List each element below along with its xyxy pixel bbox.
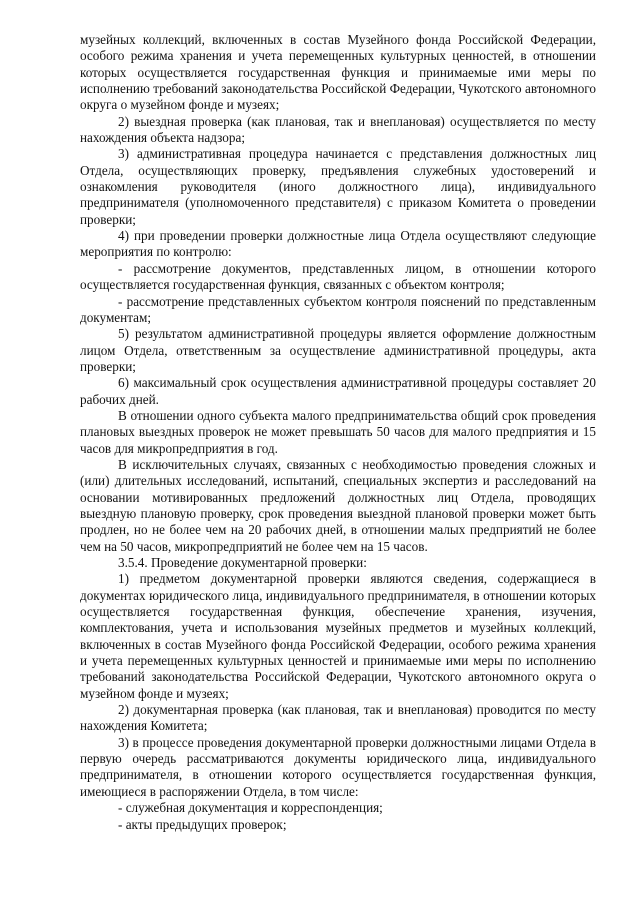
paragraph-bullet-explanations-review: - рассмотрение представленных субъектом контроля пояснений по представленным документам; [80,293,596,325]
paragraph-item-5-result: 5) результатом административной процедуры является оформление должностным лицом Отдела, ответственным за осуществление административной процедуры, акта проверки; [80,326,596,374]
paragraph-continuation: музейных коллекций, включенных в состав Музейного фонда Российской Федерации, особого режима хранения и учета перемещенных культурных ценностей, в отношении которых осуществляется государственная функция и принимаемые ими меры по исполнению требований законодательства Российской Федерации, Чукотского автономного округа о музейном фонде и музеях; [80,32,596,113]
paragraph-small-business-limit: В отношении одного субъекта малого предпринимательства общий срок проведения плановых выездных проверок не может превышать 50 часов для малого предприятия и 15 часов для микропредприятия в год. [80,407,596,456]
paragraph-bullet-document-review: - рассмотрение документов, представленных лицом, в отношении которого осуществляется государственная функция, связанных с объектом контроля; [80,260,596,293]
paragraph-documentary-item-1-subject: 1) предметом документарной проверки являются сведения, содержащиеся в документах юридического лица, индивидуального предпринимателя, в отношении которых осуществляется государственная функция, обеспечение хранения, изучения, комплектования, учета и использования музейных предметов и музейных коллекций, включенных в состав Музейного фонда Российской Федерации, особого режима хранения и учета перемещенных культурных ценностей и принимаемые ими меры по исполнению требований законодательства Российской Федерации, Чукотского автономного округа о музейном фонде и музеях; [80,571,596,701]
paragraph-item-2-field-inspection-location: 2) выездная проверка (как плановая, так и внеплановая) осуществляется по месту нахождения объекта надзора; [80,113,596,146]
paragraph-item-6-max-duration: 6) максимальный срок осуществления административной процедуры составляет 20 рабочих дней. [80,375,596,407]
paragraph-documentary-item-2-location: 2) документарная проверка (как плановая, так и внеплановая) проводится по месту нахождения Комитета; [80,702,596,734]
paragraph-documentary-item-3-process: 3) в процессе проведения документарной проверки должностными лицами Отдела в первую очередь рассматриваются документы юридического лица, индивидуального предпринимателя, в отношении которого осуществляется государственная функция, имеющиеся в распоряжении Отдела, в том числе: [80,734,596,799]
section-heading-3-5-4: 3.5.4. Проведение документарной проверки: [118,555,367,570]
paragraph-bullet-correspondence: - служебная документация и корреспонденция; [118,800,383,816]
paragraph-item-3-procedure-start: 3) административная процедура начинается с представления должностных лиц Отдела, осуществляющих проверку, предъявления служебных удостоверений и ознакомления руководителя (иного должностного лица), индивидуального предпринимателя (уполномоченного представителя) с приказом Комитета о проведении проверки; [80,146,596,227]
document-page [80,32,596,833]
paragraph-item-4-control-measures: 4) при проведении проверки должностные лица Отдела осуществляют следующие мероприятия по контролю: [80,228,596,260]
paragraph-bullet-previous-acts: - акты предыдущих проверок; [118,816,287,832]
paragraph-exceptional-cases: В исключительных случаях, связанных с необходимостью проведения сложных и (или) длительных исследований, испытаний, специальных экспертиз и расследований на основании мотивированных предложений должностных лиц Отдела, проводящих выездную плановую проверку, срок проведения выездной плановой проверки может быть продлен, но не более чем на 20 рабочих дней, в отношении малых предприятий не более чем на 50 часов, микропредприятий не более чем на 15 часов. [80,456,596,554]
